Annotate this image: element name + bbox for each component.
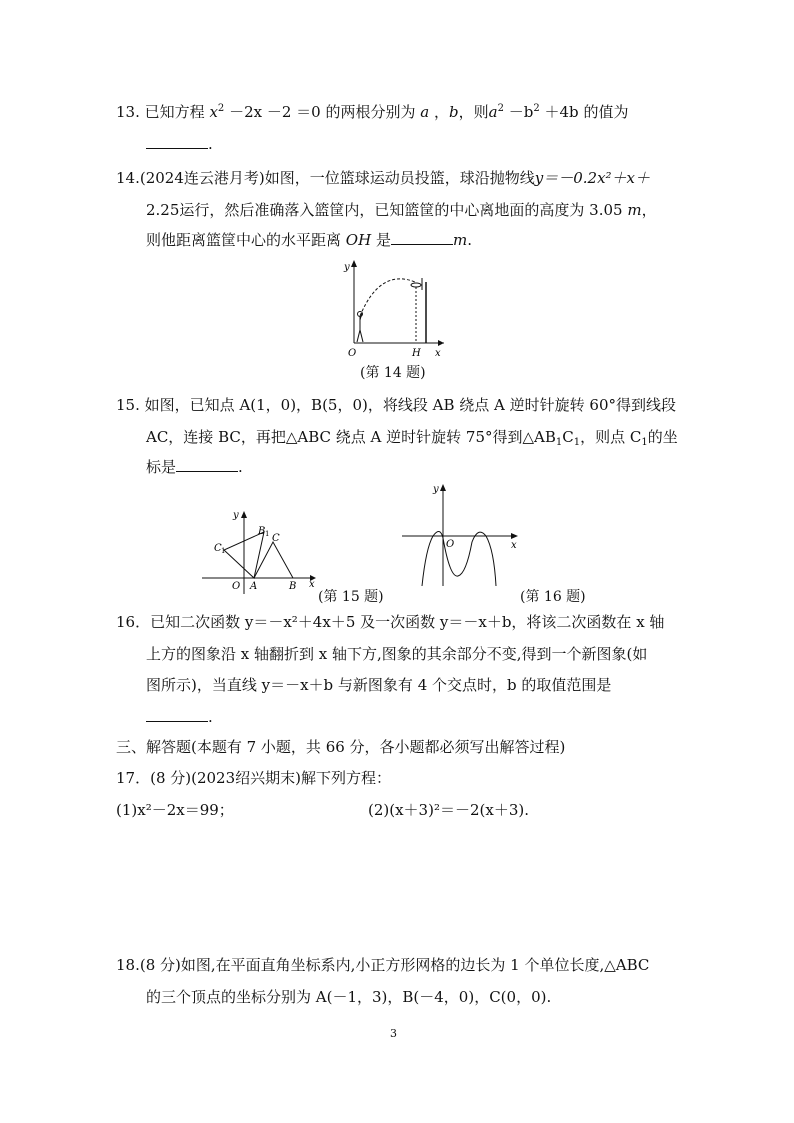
svg-text:C: C (272, 533, 280, 544)
q18-line1: 18.(8 分)如图,在平面直角坐标系内,小正方形网格的边长为 1 个单位长度,△ABC (116, 956, 650, 974)
q17-part1: (1)x²－2x＝99； (116, 801, 234, 819)
q16-line3: 图所示)，当直线 y＝－x＋b 与新图象有 4 个交点时，b 的取值范围是 (146, 676, 612, 694)
svg-text:1: 1 (221, 547, 226, 555)
svg-text:O: O (348, 348, 357, 359)
q18-line2: 的三个顶点的坐标分别为 A(－1，3)，B(－4，0)，C(0，0). (146, 988, 552, 1006)
svg-text:x: x (309, 579, 315, 590)
q16-caption: (第 16 题) (520, 589, 586, 605)
svg-text:B: B (258, 526, 266, 537)
q16-line4: . (146, 706, 213, 728)
q16-line1: 16．已知二次函数 y＝－x²＋4x＋5 及一次函数 y＝－x＋b，将该二次函数在 x 轴 (116, 613, 665, 631)
svg-text:A: A (250, 581, 258, 592)
hoop-icon (411, 278, 426, 343)
svg-text:y: y (433, 484, 439, 495)
q14-figure (340, 258, 450, 359)
q14-caption: (第 14 题) (360, 365, 426, 381)
svg-text:1: 1 (265, 530, 270, 538)
answer-blank (146, 134, 208, 149)
answer-blank (176, 457, 238, 472)
q16-line2: 上方的图象沿 x 轴翻折到 x 轴下方,图象的其余部分不变,得到一个新图象(如 (146, 645, 648, 663)
player-icon (357, 312, 363, 343)
svg-text:O: O (232, 581, 241, 592)
q17-part2: (2)(x＋3)²＝－2(x＋3). (368, 801, 529, 819)
q15-line3: 标是 . (146, 458, 243, 476)
q15-line2: AC，连接 BC，再把△ABC 绕点 A 逆时针旋转 75°得到$\triangle AB_1C_1$，则点 $C_1$的坐 (146, 428, 678, 448)
svg-text:C: C (214, 543, 222, 554)
q14-line3: 则他距离篮筐中心的水平距离 OH 是 m. (146, 231, 472, 249)
svg-text:x: x (511, 540, 517, 551)
q14-line2: 2.25运行，然后准确落入篮筐内，已知篮筐的中心离地面的高度为 3.05 m， (146, 201, 657, 219)
q16-figure (400, 482, 524, 588)
answer-blank (146, 707, 208, 722)
page-number: 3 (390, 1027, 397, 1040)
q15-caption: (第 15 题) (318, 589, 384, 605)
section-heading: 三、解答题(本题有 7 小题，共 66 分，各小题都必须写出解答过程) (116, 738, 566, 756)
q17-head: 17．(8 分)(2023绍兴期末)解下列方程： (116, 769, 391, 787)
svg-text:O: O (446, 539, 455, 550)
q13-number: 13. (116, 103, 140, 121)
q15-line1: 15. 如图，已知点 A(1，0)，B(5，0)，将线段 AB 绕点 A 逆时针旋转 60°得到线段 (116, 396, 676, 414)
q14-line1: 14.(2024连云港月考)如图，一位篮球运动员投篮，球沿抛物线y＝－0.2x²＋x＋ (116, 169, 651, 187)
svg-text:y: y (344, 262, 350, 273)
svg-text:B: B (289, 581, 297, 592)
answer-blank (391, 230, 453, 245)
q13-line2: . (146, 133, 213, 155)
svg-text:y: y (233, 510, 239, 521)
svg-text:H: H (412, 348, 421, 359)
svg-text:x: x (435, 348, 441, 359)
q13-line1: 13. 已知方程 $x^2 -2x -2 =0$ 的两根分别为 a ，b，则$a^2 -b^2 +4b$ 的值为 (116, 103, 629, 121)
q15-figure (200, 508, 320, 594)
